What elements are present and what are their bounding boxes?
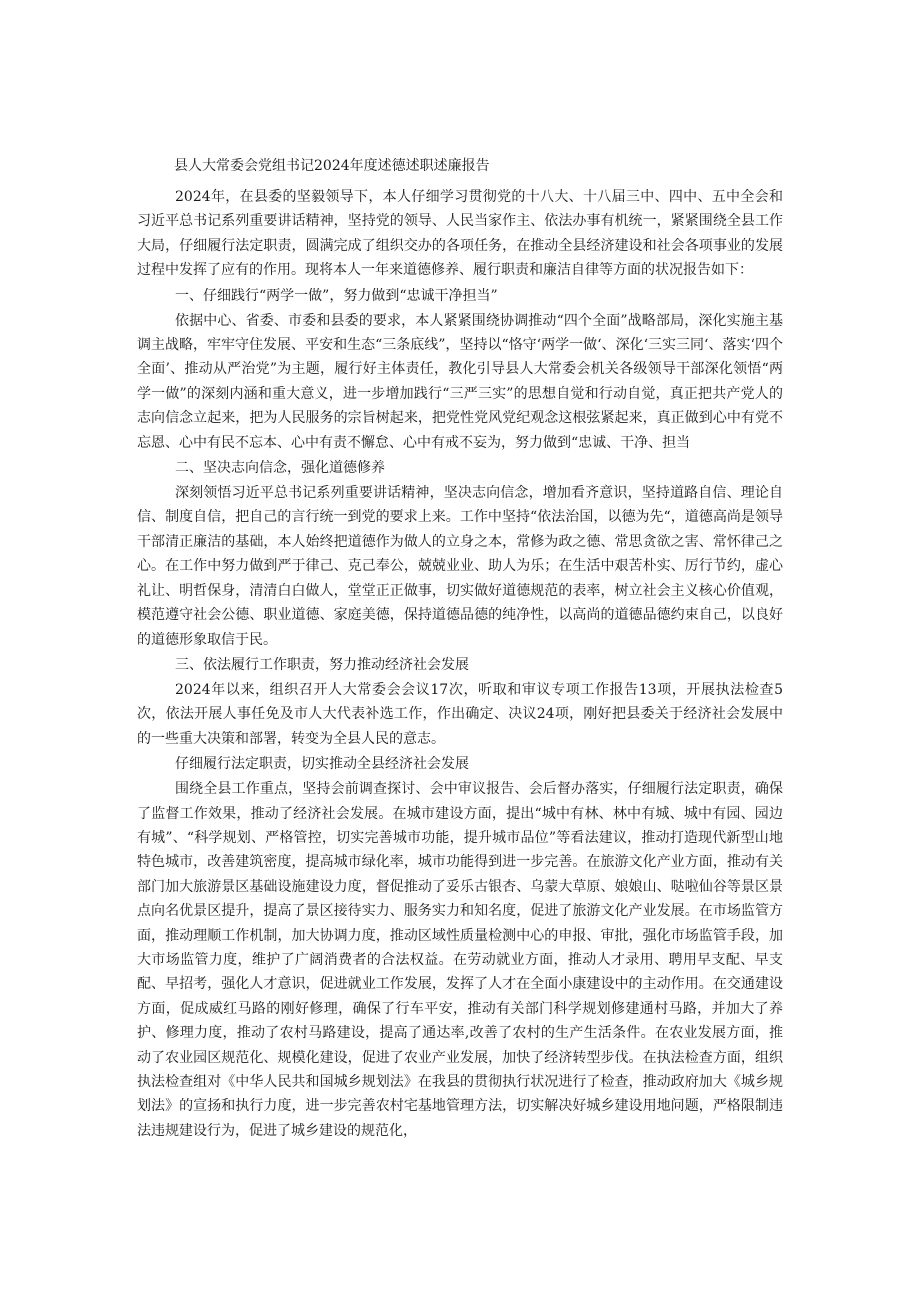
section-2-heading: 二、坚决志向信念，强化道德修养 — [175, 460, 385, 477]
document-page — [137, 154, 783, 1143]
section-3-heading: 三、依法履行工作职责，努力推动经济社会发展 — [175, 656, 469, 673]
section-1-body: 依据中心、省委、市委和县委的要求，本人紧紧围绕协调推动“四个全面”战略部局，深化实施主基调主战略，牢牢守住发展、平安和生态“三条底线”，坚持以“恪守‘两学一做‘、深化‘三实三同‘、落实‘四个全面’、推动从严治党”为主题，履行好主体责任，教化引导县人大常委会机关各级领导干部深化领悟“两学一做”的深刻内涵和重大意义，进一步增加践行“三严三实”的思想自觉和行动自觉，真正把共产党人的志向信念立起来，把为人民服务的宗旨树起来，把党性党风党纪观念这根弦紧起来，真正做到心中有党不忘恩、心中有民不忘本、心中有责不懈怠、心中有戒不妄为，努力做到“忠诚、干净、担当 — [137, 312, 783, 451]
section-3-body: 2024年以来，组织召开人大常委会会议17次，听取和审议专项工作报告13项，开展执法检查5次，依法开展人事任免及市人大代表补选工作，作出确定、决议24项，刚好把县委关于经济社会发展中的一些重大决策和部署，转变为全县人民的意志。 — [137, 681, 783, 747]
document-title: 县人大常委会党组书记2024年度述德述职述廉报告 — [174, 158, 490, 174]
section-4-body: 围绕全县工作重点，坚持会前调查探讨、会中审议报告、会后督办落实，仔细履行法定职责，确保了监督工作效果，推动了经济社会发展。在城市建设方面，提出“城中有林、林中有城、城中有园、园边有城”、“科学规划、严格管控，切实完善城市功能，提升城市品位”等看法建议，推动打造现代新型山地特色城市，改善建筑密度，提高城市绿化率，城市功能得到进一步完善。在旅游文化产业方面，推动有关部门加大旅游景区基础设施建设力度，督促推动了妥乐古银杏、乌蒙大草原、娘娘山、哒啦仙谷等景区景点向名优景区提升，提高了景区接待实力、服务实力和知名度，促进了旅游文化产业发展。在市场监管方面，推动理顺工作机制，加大协调力度，推动区域性质量检测中心的申报、审批，强化市场监管手段，加大市场监管力度，维护了广阔消费者的合法权益。在劳动就业方面，推动人才录用、聘用早支配、早支配、早招考，强化人才意识，促进就业工作发展，发挥了人才在全面小康建设中的主动作用。在交通建设方面，促成威红马路的刚好修理，确保了行车平安，推动有关部门科学规划修建通村马路，并加大了养护、修理力度，推动了农村马路建设，提高了通达率,改善了农村的生产生活条件。在农业发展方面，推动了农业园区规范化、规模化建设，促进了农业产业发展，加快了经济转型步伐。在执法检查方面，组织执法检查组对《中华人民共和国城乡规划法》在我县的贯彻执行状况进行了检查，推动政府加大《城乡规划法》的宣扬和执行力度，进一步完善农村宅基地管理方法，切实解决好城乡建设用地问题，严格限制违法违规建设行为，促进了城乡建设的规范化， — [137, 781, 783, 1139]
section-2-body: 深刻领悟习近平总书记系列重要讲话精神，坚决志向信念，增加看齐意识，坚持道路自信、理论自信、制度自信，把自己的言行统一到党的要求上来。工作中坚持“依法治国，以德为先“，道德高尚是领导干部清正廉洁的基础，本人始终把道德作为做人的立身之本，常修为政之德、常思贪欲之害、常怀律己之心。在工作中努力做到严于律己、克己奉公，兢兢业业、助人为乐；在生活中艰苦朴实、厉行节约，虚心礼让、明哲保身，清清白白做人，堂堂正正做事，切实做好道德规范的表率，树立社会主义核心价值观，模范遵守社会公德、职业道德、家庭美德，保持道德品德的纯净性，以高尚的道德品德约束自己，以良好的道德形象取信于民。 — [137, 485, 783, 648]
intro-paragraph: 2024年，在县委的坚毅领导下，本人仔细学习贯彻党的十八大、十八届三中、四中、五中全会和习近平总书记系列重要讲话精神，坚持党的领导、人民当家作主、依法办事有机统一，紧紧围绕全县工作大局，仔细履行法定职责，圆满完成了组织交办的各项任务，在推动全县经济建设和社会各项事业的发展过程中发挥了应有的作用。现将本人一年来道德修养、履行职责和廉洁自律等方面的状况报告如下： — [137, 189, 783, 279]
section-1-heading: 一、仔细践行“两学一做”，努力做到“忠诚干净担当” — [175, 287, 498, 304]
section-4-heading: 仔细履行法定职责，切实推动全县经济社会发展 — [175, 756, 469, 773]
